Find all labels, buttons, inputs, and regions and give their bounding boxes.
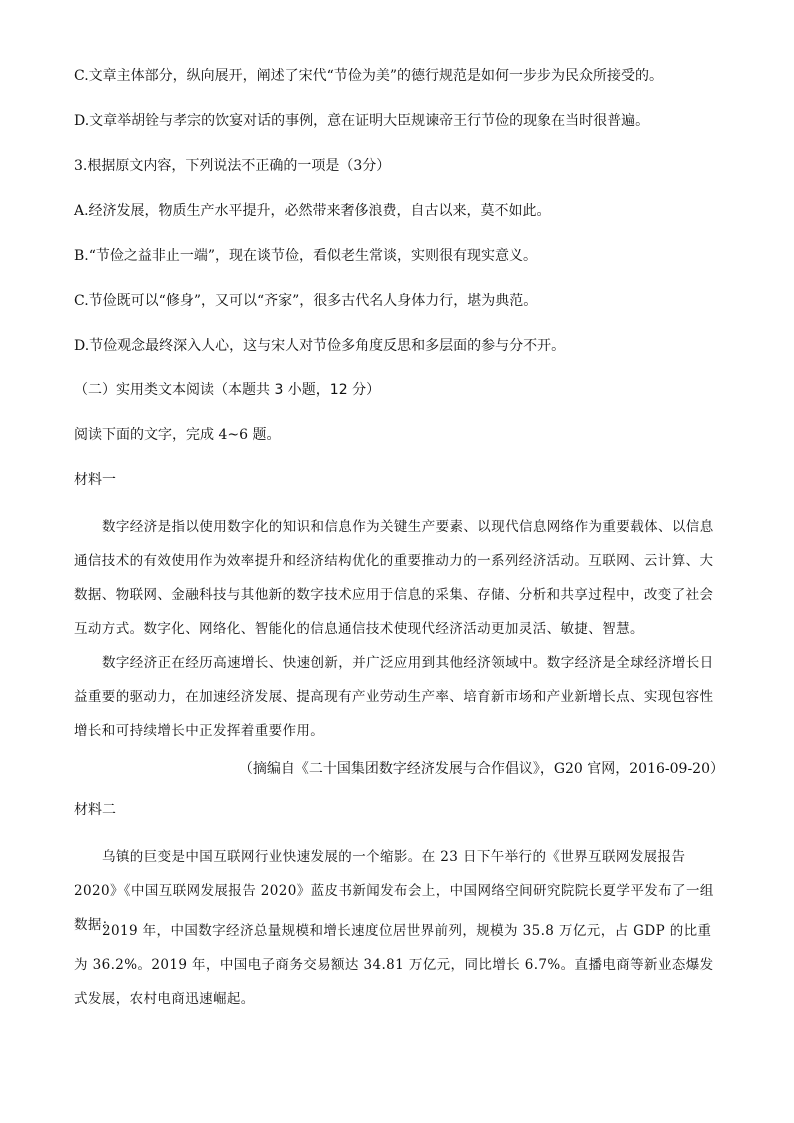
- q3-stem: 3.根据原文内容，下列说法不正确的一项是（3分）: [74, 158, 391, 174]
- q3-option-b: B.“节俭之益非止一端”，现在谈节俭，看似老生常谈，实则很有现实意义。: [74, 248, 538, 264]
- q3-option-c: C.节俭既可以“修身”，又可以“齐家”，很多古代名人身体力行，堪为典范。: [74, 293, 538, 309]
- material-one-source: （摘编自《二十国集团数字经济发展与合作倡议》，G20 官网，2016-09-20）: [238, 761, 724, 777]
- section-instruction: 阅读下面的文字，完成 4~6 题。: [74, 427, 281, 443]
- material-two-paragraph-2: 2019 年，中国数字经济总量规模和增长速度位居世界前列，规模为 35.8 万亿元，占 GDP 的比重为 36.2%。2019 年，中国电子商务交易额达 34.81 万亿元，同比增长 6.7%。直播电商等新业态爆发式发展，农村电商迅速崛起。: [74, 923, 714, 1007]
- section-title: （二）实用类文本阅读（本题共 3 小题，12 分）: [74, 382, 381, 398]
- q2-option-c: C.文章主体部分，纵向展开，阐述了宋代“节俭为美”的德行规范是如何一步步为民众所接受的。: [74, 68, 663, 84]
- material-one-paragraph-2: 数字经济正在经历高速增长、快速创新，并广泛应用到其他经济领域中。数字经济是全球经济增长日益重要的驱动力，在加速经济发展、提高现有产业劳动生产率、培育新市场和产业新增长点、实现包容性增长和可持续增长中正发挥着重要作用。: [74, 655, 714, 739]
- q2-option-d: D.文章举胡铨与孝宗的饮宴对话的事例，意在证明大臣规谏帝王行节俭的现象在当时很普遍。: [74, 113, 650, 129]
- material-two-paragraph-1: 乌镇的巨变是中国互联网行业快速发展的一个缩影。在 23 日下午举行的《世界互联网发展报告 2020》《中国互联网发展报告 2020》蓝皮书新闻发布会上，中国网络空间研究院院长夏学平发布了一组数据：: [74, 849, 714, 933]
- material-one-label: 材料一: [74, 472, 116, 488]
- q3-option-d: D.节俭观念最终深入人心，这与宋人对节俭多角度反思和多层面的参与分不开。: [74, 338, 566, 354]
- material-two-label: 材料二: [74, 802, 116, 818]
- q3-option-a: A.经济发展，物质生产水平提升，必然带来奢侈浪费，自古以来，莫不如此。: [74, 203, 551, 219]
- material-one-paragraph-1: 数字经济是指以使用数字化的知识和信息作为关键生产要素、以现代信息网络作为重要载体、以信息通信技术的有效使用作为效率提升和经济结构优化的重要推动力的一系列经济活动。互联网、云计算、大数据、物联网、金融科技与其他新的数字技术应用于信息的采集、存储、分析和共享过程中，改变了社会互动方式。数字化、网络化、智能化的信息通信技术使现代经济活动更加灵活、敏捷、智慧。: [74, 519, 714, 637]
